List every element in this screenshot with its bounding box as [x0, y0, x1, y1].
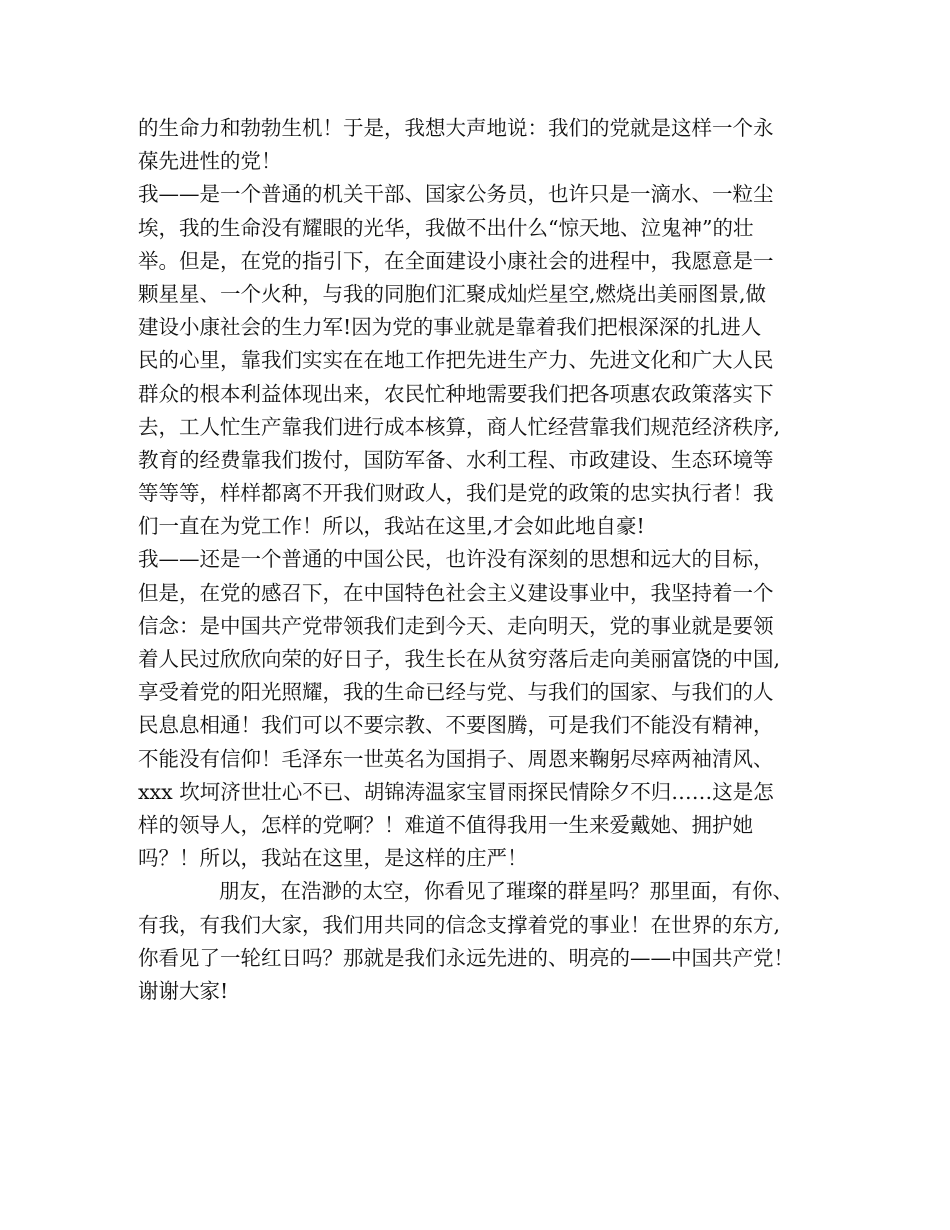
text-line: 着人民过欣欣向荣的好日子，我生长在从贫穷落后走向美丽富饶的中国,	[138, 647, 781, 671]
text-line: 去，工人忙生产靠我们进行成本核算，商人忙经营靠我们规范经济秩序,	[138, 414, 781, 439]
document-body	[138, 112, 828, 1008]
text-line: 举。但是，在党的指引下，在全面建设小康社会的进程中，我愿意是一	[138, 248, 774, 273]
text-line: 享受着党的阳光照耀，我的生命已经与党、与我们的国家、与我们的人	[138, 680, 774, 705]
text-line: 不能没有信仰！毛泽东一世英名为国捐子、周恩来鞠躬尽瘁两袖清风、	[138, 746, 774, 771]
text-line: 葆先进性的党！	[138, 149, 282, 174]
text-line: 样的领导人，怎样的党啊？！难道不值得我用一生来爱戴她、拥护她	[138, 812, 753, 837]
text-line: 吗？！所以，我站在这里，是这样的庄严！	[138, 846, 528, 871]
text-line: 你看见了一轮红日吗？那就是我们永远先进的、明亮的——中国共产党！	[138, 945, 794, 970]
text-line: 信念：是中国共产党带领我们走到今天、走向明天，党的事业就是要领	[138, 613, 774, 638]
text-line: 建设小康社会的生力军!因为党的事业就是靠着我们把根深深的扎进人	[138, 315, 762, 340]
text-line: 们一直在为党工作！所以，我站在这里,才会如此地自豪!	[138, 514, 645, 539]
text-line: 谢谢大家!	[138, 978, 229, 1003]
text-line: 民的心里，靠我们实实在在地工作把先进生产力、先进文化和广大人民	[138, 348, 774, 373]
text-line: 我——是一个普通的机关干部、国家公务员，也许只是一滴水、一粒尘	[138, 182, 774, 207]
text-line: xxx 坎坷济世壮心不已、胡锦涛温家宝冒雨探民情除夕不归……这是怎	[138, 779, 774, 804]
text-line: 我——还是一个普通的中国公民，也许没有深刻的思想和远大的目标，	[138, 547, 774, 572]
text-line: 教育的经费靠我们拨付，国防军备、水利工程、市政建设、生态环境等	[138, 447, 774, 472]
text-line: 民息息相通！我们可以不要宗教、不要图腾，可是我们不能没有精神，	[138, 713, 774, 738]
text-line: 埃，我的生命没有耀眼的光华，我做不出什么“惊天地、泣鬼神”的壮	[138, 215, 754, 240]
text-line: 有我，有我们大家，我们用共同的信念支撑着党的事业！在世界的东方,	[138, 912, 781, 937]
text-line: 的生命力和勃勃生机！于是，我想大声地说：我们的党就是这样一个永	[138, 116, 774, 140]
text-line: 等等等，样样都离不开我们财政人，我们是党的政策的忠实执行者！我	[138, 481, 774, 506]
text-line: 群众的根本利益体现出来，农民忙种地需要我们把各项惠农政策落实下	[138, 381, 774, 406]
text-line-indented: 朋友，在浩渺的太空，你看见了璀璨的群星吗？那里面，有你、	[219, 879, 793, 904]
text-line: 但是，在党的感召下，在中国特色社会主义建设事业中，我坚持着一个	[138, 580, 774, 605]
text-line: 颗星星、一个火种，与我的同胞们汇聚成灿烂星空,燃烧出美丽图景,做	[138, 281, 767, 306]
